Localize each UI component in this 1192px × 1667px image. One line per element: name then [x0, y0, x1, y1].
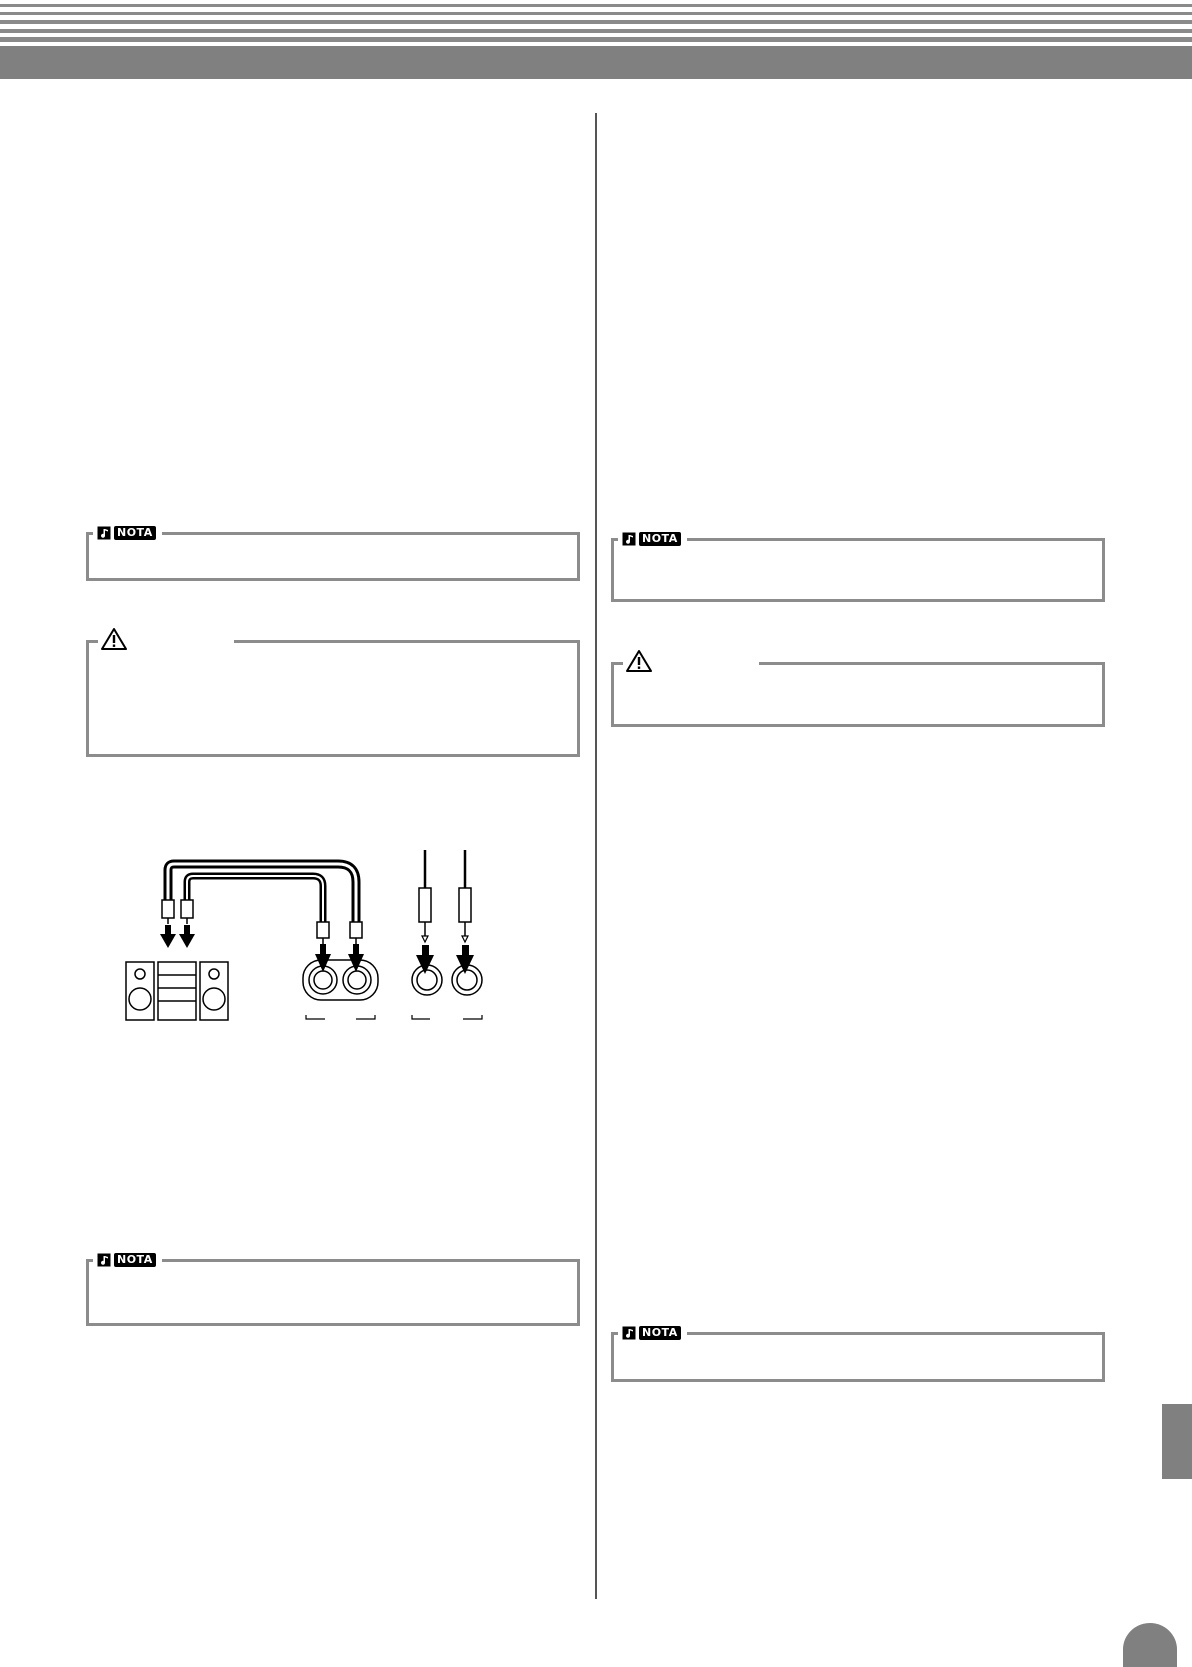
note-label: NOTA: [114, 1253, 156, 1267]
note-box: [611, 538, 1105, 602]
note-tag: [618, 530, 687, 547]
page-header: [0, 0, 1192, 80]
caution-box: [611, 662, 1105, 727]
caution-top-left: [611, 662, 623, 665]
caution-top-left: [86, 640, 98, 643]
warning-triangle-icon: [100, 627, 128, 651]
caution-frame: [611, 662, 1105, 727]
music-note-icon: [622, 1326, 636, 1340]
note-label: NOTA: [639, 532, 681, 546]
note-tag: [93, 1251, 162, 1268]
caution-box: [86, 640, 580, 757]
note-tag: [618, 1324, 687, 1341]
caution-frame: [86, 640, 580, 757]
connection-diagram: [120, 850, 500, 1025]
header-stripe: [0, 20, 1192, 24]
column-divider: [595, 113, 597, 1599]
music-note-icon: [622, 532, 636, 546]
music-note-icon: [97, 1253, 111, 1267]
header-stripe: [0, 29, 1192, 33]
header-stripe: [0, 4, 1192, 7]
warning-triangle-icon: [625, 649, 653, 673]
note-label: NOTA: [114, 526, 156, 540]
note-box: [86, 1259, 580, 1326]
caution-top-line: [234, 640, 580, 643]
side-chapter-tab: [1162, 1404, 1192, 1479]
header-band: [0, 46, 1192, 79]
page-number-oval: [1123, 1623, 1177, 1667]
note-tag: [93, 524, 162, 541]
note-label: NOTA: [639, 1326, 681, 1340]
caution-top-line: [759, 662, 1105, 665]
header-stripe: [0, 12, 1192, 15]
music-note-icon: [97, 526, 111, 540]
header-stripe: [0, 37, 1192, 42]
